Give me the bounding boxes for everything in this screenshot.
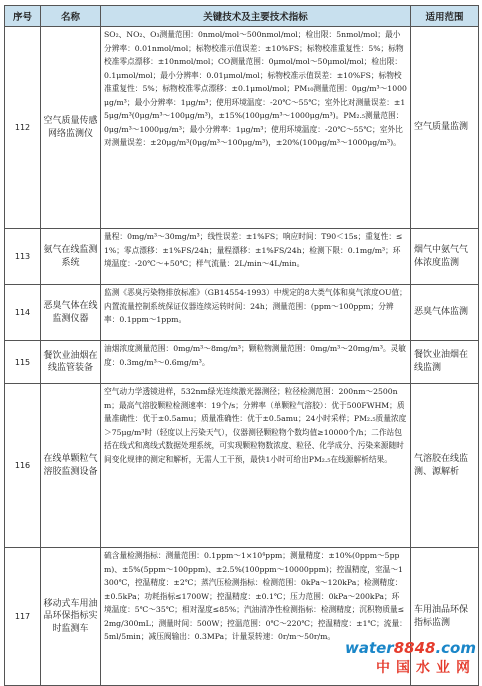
row-name: 在线单颗粒气溶胶监测设备 <box>41 384 101 548</box>
row-name: 恶臭气体在线监测仪器 <box>41 285 101 341</box>
watermark-domain: water8848.com <box>344 639 476 657</box>
row-no: 115 <box>5 341 41 384</box>
row-scope: 空气质量监测 <box>411 27 479 229</box>
row-name: 氨气在线监测系统 <box>41 229 101 285</box>
table-row <box>5 27 479 229</box>
table-row <box>5 548 479 686</box>
row-desc: SO₂、NO₂、O₃测量范围：0nmol/mol～500nmol/mol；检出限：5nmol/mol；最小分辨率：0.01nmol/mol；标物校准示值误差：±10%FS；标物校准重复性：5%；标物校准零点漂移：±10nmol/mol；CO测量范围：0μmol/mol～50μmol/mol；检出限：0.1μmol/mol；最小分辨率：0.01μmol/mol；标物校准示值误差：±10%FS；标物校准重复性：5%；标物校准零点漂移：±0.1μmol/mol；PM₁₀测量范围：0μg/m³～1000μg/m³；最小分辨率：1μg/m³；使用环境温度：-20℃～55℃；室外比对测量误差：±15μg/m³(0μg/m³～100μg/m³)，±15%(100μg/m³～1000μg/m³)。PM₂.₅测量范围：0μg/m³～1000μg/m³；最小分辨率：1μg/m³；使用环境温度：-20℃～55℃；室外比对测量误差：±20μg/m³(0μg/m³～100μg/m³)，±20%(100μg/m³～1000μg/m³)。 <box>101 27 411 229</box>
row-desc: 监测《恶臭污染物排放标准》（GB14554-1993）中规定的8大类气体和臭气浓度OU值；内置流量控制系统保证仪器连续运转时间：24h；测量范围：(ppm～100ppm；分辨率：0.1ppm～1ppm。 <box>101 285 411 341</box>
row-scope: 餐饮业油烟在线监测 <box>411 341 479 384</box>
header-no: 序号 <box>5 6 41 27</box>
header-desc: 关键技术及主要技术指标 <box>101 6 411 27</box>
row-no: 114 <box>5 285 41 341</box>
row-no: 113 <box>5 229 41 285</box>
row-no: 112 <box>5 27 41 229</box>
row-name: 空气质量传感网络监测仪 <box>41 27 101 229</box>
row-desc: 空气动力学透镜进样，532nm绿光连续激光器测径；粒径检测范围：200nm～2500nm；最高气溶胶颗粒检测速率：19个/s；分辨率（单颗粒气溶胶）：优于500FWHM；质量准确性：优于±0.5amu；质量准确性：优于±0.5amu；24小时采样；PM₂.₅质量浓度＞75μg/m³时（轻度以上污染天气），仪器测径颗粒物个数均值≥10000个/h；二作站包括在线式和离线式数据处理系统，可实现颗粒物数浓度、粒径、化学成分、污染来源随时间变化规律的测定和解析，无需人工干预，最快1小时可给出PM₂.₅在线源解析结果。 <box>101 384 411 548</box>
table-row <box>5 285 479 341</box>
watermark-sitename: 中国水业网 <box>376 660 476 676</box>
row-name: 餐饮业油烟在线监管装备 <box>41 341 101 384</box>
row-desc: 量程：0mg/m³～30mg/m³；线性误差：±1%FS；响应时间：T90＜15s；重复性：≤1%；零点漂移：±1%FS/24h；量程漂移：±1%FS/24h；检测下限：0.1mg/m³；环境温度：-20℃～+50℃；样气流量：2L/min～4L/min。 <box>101 229 411 285</box>
row-no: 117 <box>5 548 41 686</box>
table-row <box>5 229 479 285</box>
header-name: 名称 <box>41 6 101 27</box>
row-scope: 气溶胶在线监测、源解析 <box>411 384 479 548</box>
table-row <box>5 341 479 384</box>
table-row <box>5 384 479 548</box>
row-name: 移动式车用油品环保指标实时监测车 <box>41 548 101 686</box>
row-desc: 油烟浓度测量范围：0mg/m³～8mg/m³；颗粒物测量范围：0mg/m³～20mg/m³。灵敏度：0.3mg/m³～0.6mg/m³。 <box>101 341 411 384</box>
row-scope: 车用油品环保指标监测 <box>411 548 479 686</box>
row-scope: 烟气中氨气气体浓度监测 <box>411 229 479 285</box>
row-scope: 恶臭气体监测 <box>411 285 479 341</box>
header-scope: 适用范围 <box>411 6 479 27</box>
row-desc: 硫含量检测指标：测量范围：0.1ppm～1×10⁴ppm；测量精度：±10%(0ppm～5ppm)、±5%(5ppm～100ppm)、±2.5%(100ppm～10000ppm)；控温精度，室温～1300℃，控温精度：±2℃；蒸汽压检测指标：检测范围：0kPa～120kPa；检测精度：±0.5kPa；功耗指标≤1700W；控温精度：±0.1℃；压力范围：0kPa～200kPa；环境温度：5℃～35℃；相对湿度≤85%；汽油清净性检测指标：检测精度；沉积物质量≤2mg/300mL；测量时间：500W；控温范围：0℃～220℃；控温精度：±1℃；流量：5ml/5min；减压阀输出：0.3MPa；计量泵转速：0r/m～50r/m。 <box>101 548 411 686</box>
row-no: 116 <box>5 384 41 548</box>
table-header-row <box>5 6 479 27</box>
technology-table <box>4 5 479 686</box>
